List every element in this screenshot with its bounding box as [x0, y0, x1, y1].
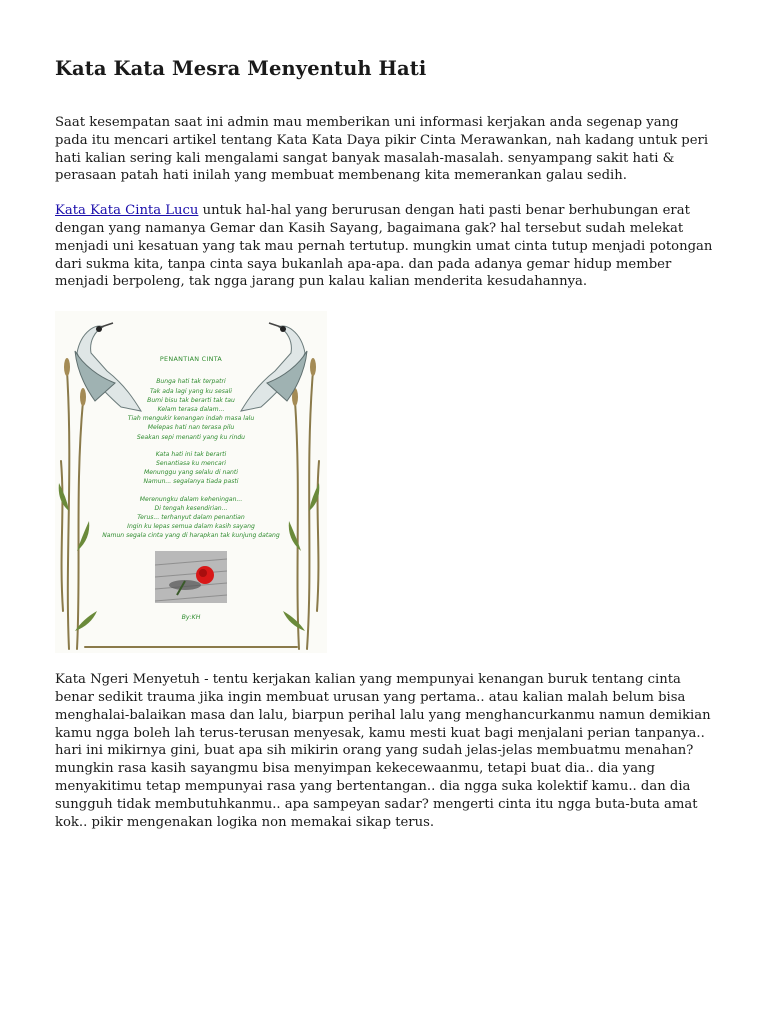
poem-line: Ingin ku lepas semua dalam kasih sayang [127, 523, 255, 531]
kata-kata-cinta-lucu-link[interactable]: Kata Kata Cinta Lucu [55, 203, 199, 219]
poem-line: Merenungku dalam keheningan... [139, 495, 243, 503]
rose-photo [155, 551, 227, 603]
poem-line: Bumi bisu tak berarti tak tau [147, 396, 235, 404]
poem-line: Di tengah kesendirian... [154, 504, 228, 512]
poem-line: Kata hati ini tak berarti [155, 450, 227, 458]
poem-line: Tak ada lagi yang ku sesali [149, 387, 233, 395]
poem-line: Menunggu yang selalu di nanti [143, 469, 239, 477]
poem-stanza-2 [85, 450, 297, 487]
poem-line: Seakan sepi menanti yang ku rindu [136, 433, 246, 441]
poem-title: PENANTIAN CINTA [159, 355, 223, 364]
third-paragraph: Kata Ngeri Menyetuh - tentu kerjakan kalian yang mempunyai kenangan buruk tentang cinta benar sedikit trauma jika ingin membuat urusan yang pertama.. atau kalian malah belum bisa menghalai-balaikan masa dan lalu, biarpun perihal lalu yang menghancurkanmu namun demikian kamu ngga boleh lah terus-terusan menyesak, kamu mesti kuat bagi menjalani perian tanpanya.. hari ini mikirnya gini, buat apa sih mikirin orang yang sudah jelas-jelas membuatmu menahan? mungkin rasa kasih sayangmu bisa menyimpan kekecewaanmu, tetapi buat dia.. dia yang menyakitimu tetap mempunyai rasa yang bertentangan.. dia ngga suka kolektif kamu.. dan dia sungguh tidak membutuhkanmu.. apa sampeyan sadar? mengerti cinta itu ngga buta-buta amat kok.. pikir mengenakan logika non memakai sikap terus. [55, 672, 711, 830]
poem-stanza-3 [85, 495, 297, 541]
poem-line: Senantiasa ku mencari [156, 460, 226, 467]
intro-paragraph: Saat kesempatan saat ini admin mau memberikan uni informasi kerjakan anda segenap yang pada itu mencari artikel tentang Kata Kata Daya pikir Cinta Merawankan, nah kadang untuk peri hati kalian sering kali mengalami sangat banyak masalah-masalah. senyampang sakit hati & perasaan patah hati inilah yang membuat membenang kita memerankan galau sedih. [55, 115, 709, 184]
poem-line: Namun... segalanya tiada pasti [143, 478, 239, 486]
poem-byline: By:KH [181, 614, 201, 622]
poem-text [85, 355, 297, 548]
poem-line: Terus... terhanyut dalam penantian [137, 514, 245, 522]
poem-line: Namun segala cinta yang di harapkan tak kunjung datang [102, 532, 280, 540]
poem-line: Bunga hati tak terpatri [156, 378, 226, 386]
poem-line: Tiah mengukir kenangan indah masa lalu [127, 415, 255, 423]
second-paragraph-text: untuk hal-hal yang berurusan dengan hati pasti benar berhubungan erat dengan yang namanya Gemar dan Kasih Sayang, bagaimana gak? hal tersebut sudah melekat menjadi uni kesatuan yang tak mau pernah tertutup. mungkin umat cinta tutup menjadi potongan dari sukma kita, tanpa cinta saya bukanlah apa-apa. dan pada adanya gemar hidup member menjadi berpoleng, tak ngga jarang pun kalau kalian menderita kesudahannya. [55, 203, 713, 290]
second-paragraph [55, 202, 713, 291]
poem-line: Melepas hati nan terasa pilu [147, 424, 235, 432]
poem-stanza-1 [85, 377, 297, 441]
poem-line: Kelam terasa dalam... [157, 405, 225, 413]
poem-image [55, 311, 327, 653]
page-title: Kata Kata Mesra Menyentuh Hati [55, 57, 427, 80]
